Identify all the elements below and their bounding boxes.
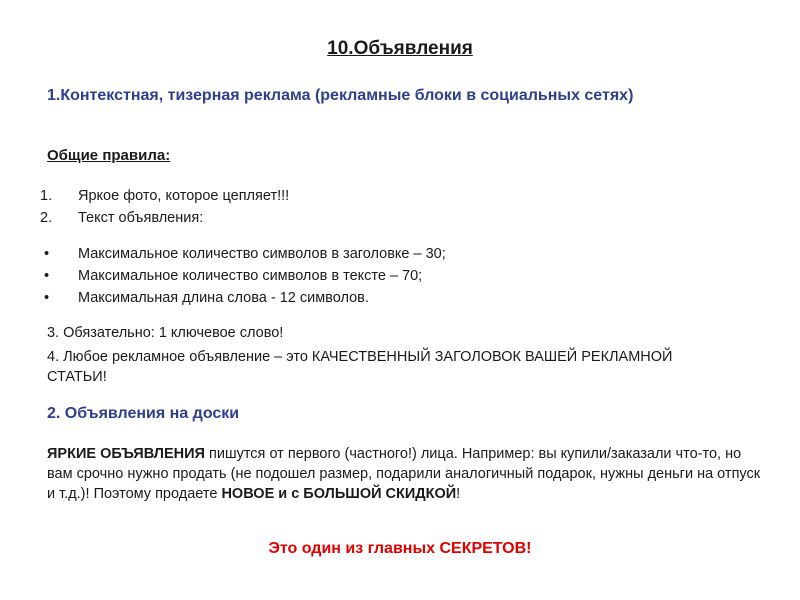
list-item-text: Максимальная длина слова - 12 символов. bbox=[78, 290, 369, 306]
list-item-text: Максимальное количество символов в тексте – 70; bbox=[78, 268, 423, 284]
para-text: пишутся от первого (частного!) лица. Например: вы купили/заказали что-то, но вам срочно нужно продать (не подошел размер, подарили аналогичный подарок, нужны деньги на отпуск и т.д.)! Поэтому продаете bbox=[47, 446, 761, 502]
point-3: 3. Обязательно: 1 ключевое слово! bbox=[47, 325, 284, 341]
bullet-icon: • bbox=[44, 290, 50, 306]
para-bold-emphasis: НОВОЕ и с БОЛЬШОЙ СКИДКОЙ bbox=[221, 486, 457, 502]
section2-heading: 2. Объявления на доски bbox=[47, 405, 240, 422]
numbered-list bbox=[40, 185, 289, 229]
list-item bbox=[40, 207, 289, 229]
bullet-list bbox=[44, 243, 446, 309]
list-item bbox=[44, 265, 446, 287]
list-number: 2. bbox=[40, 210, 53, 226]
list-item bbox=[40, 185, 289, 207]
bullet-icon: • bbox=[44, 246, 50, 262]
secret-callout: Это один из главных СЕКРЕТОВ! bbox=[268, 540, 532, 557]
list-item-text: Текст объявления: bbox=[78, 210, 204, 226]
para-end: ! bbox=[456, 486, 461, 502]
list-item bbox=[44, 287, 446, 309]
page-title: 10.Объявления bbox=[327, 38, 473, 59]
point-4: 4. Любое рекламное объявление – это КАЧЕСТВЕННЫЙ ЗАГОЛОВОК ВАШЕЙ РЕКЛАМНОЙ СТАТЬИ! bbox=[47, 349, 673, 385]
section1-heading: 1.Контекстная, тизерная реклама (рекламные блоки в социальных сетях) bbox=[47, 87, 634, 104]
rules-heading: Общие правила: bbox=[47, 147, 171, 164]
para-bold-start: ЯРКИЕ ОБЪЯВЛЕНИЯ bbox=[47, 446, 205, 462]
bullet-icon: • bbox=[44, 268, 50, 284]
list-item-text: Яркое фото, которое цепляет!!! bbox=[78, 188, 290, 204]
list-item bbox=[44, 243, 446, 265]
list-number: 1. bbox=[40, 188, 53, 204]
list-item-text: Максимальное количество символов в заголовке – 30; bbox=[78, 246, 446, 262]
section2-paragraph bbox=[47, 444, 767, 504]
